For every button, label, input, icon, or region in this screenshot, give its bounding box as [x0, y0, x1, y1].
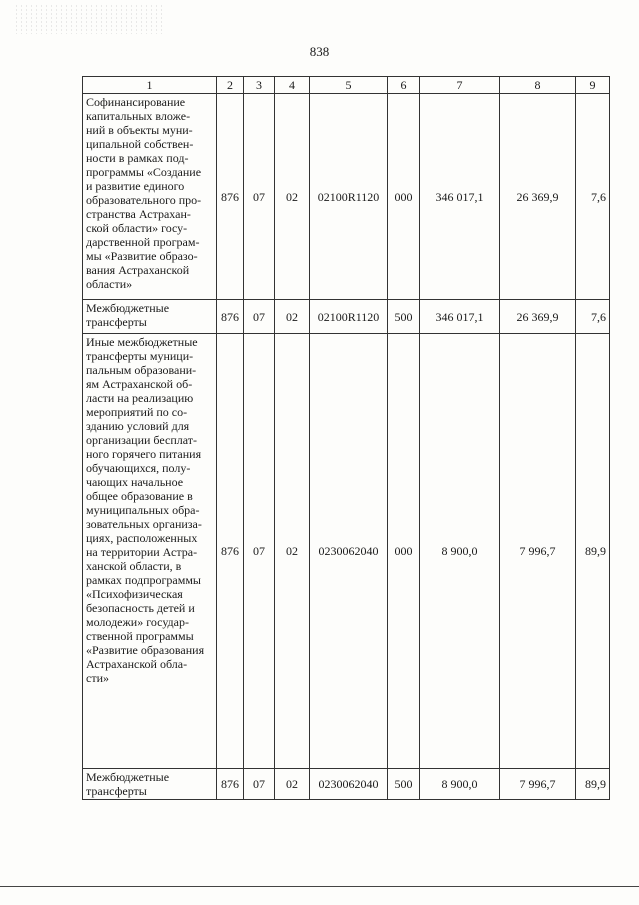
cell-executed: 7 996,7: [500, 769, 576, 800]
cell-executed: 26 369,9: [500, 94, 576, 300]
cell-ministry-code: 876: [217, 300, 244, 334]
budget-table: [82, 76, 610, 800]
bottom-rule: [0, 886, 639, 887]
cell-expense-type: 000: [388, 334, 420, 769]
cell-section: 07: [244, 300, 275, 334]
cell-subsection: 02: [275, 94, 310, 300]
cell-subsection: 02: [275, 334, 310, 769]
row-description: Софинансирование капитальных вложе- ний в объекты муни- ципальной собствен- ности в рамках под- программы «Создание и развитие единого образовательного про- странства Астрахан- ской области» госу- дарственной програм- мы «Развитие образо- вания Астраханской области»: [83, 94, 217, 300]
cell-percent: 89,9: [576, 769, 610, 800]
cell-ministry-code: 876: [217, 94, 244, 300]
row-description: Межбюджетные трансферты: [83, 300, 217, 334]
cell-ministry-code: 876: [217, 769, 244, 800]
table-row: [83, 94, 610, 300]
cell-subsection: 02: [275, 769, 310, 800]
cell-expense-type: 000: [388, 94, 420, 300]
cell-target-article: 02100R1120: [310, 300, 388, 334]
cell-section: 07: [244, 334, 275, 769]
column-header: 6: [388, 77, 420, 94]
cell-planned: 8 900,0: [420, 769, 500, 800]
cell-percent: 7,6: [576, 94, 610, 300]
row-description: Иные межбюджетные трансферты муници- пальным образовани- ям Астраханской об- ласти на реализацию мероприятий по со- зданию условий для организации бесплат- ного горячего питания обучающихся, полу- чающих начальное общее образование в муниципальных обра- зовательных организа- циях, расположенных на территории Астра- ханской области, в рамках подпрограммы «Психофизическая безопасность детей и молодежи» государ- ственной программы «Развитие образования Астраханской обла- сти»: [83, 334, 217, 769]
cell-target-article: 0230062040: [310, 769, 388, 800]
cell-section: 07: [244, 94, 275, 300]
cell-target-article: 02100R1120: [310, 94, 388, 300]
cell-planned: 8 900,0: [420, 334, 500, 769]
scan-noise: [14, 4, 164, 34]
column-header: 8: [500, 77, 576, 94]
column-header: 2: [217, 77, 244, 94]
cell-ministry-code: 876: [217, 334, 244, 769]
cell-executed: 26 369,9: [500, 300, 576, 334]
column-header: 7: [420, 77, 500, 94]
row-description: Межбюджетные трансферты: [83, 769, 217, 800]
page-number: 838: [309, 44, 330, 59]
column-header: 3: [244, 77, 275, 94]
cell-expense-type: 500: [388, 300, 420, 334]
column-header: 4: [275, 77, 310, 94]
cell-subsection: 02: [275, 300, 310, 334]
table-header-row: [83, 77, 610, 94]
cell-target-article: 0230062040: [310, 334, 388, 769]
cell-section: 07: [244, 769, 275, 800]
cell-percent: 89,9: [576, 334, 610, 769]
column-header: 1: [83, 77, 217, 94]
table-row: [83, 300, 610, 334]
cell-percent: 7,6: [576, 300, 610, 334]
cell-planned: 346 017,1: [420, 94, 500, 300]
table-row: [83, 334, 610, 769]
cell-expense-type: 500: [388, 769, 420, 800]
table-row: [83, 769, 610, 800]
cell-executed: 7 996,7: [500, 334, 576, 769]
cell-planned: 346 017,1: [420, 300, 500, 334]
column-header: 5: [310, 77, 388, 94]
column-header: 9: [576, 77, 610, 94]
